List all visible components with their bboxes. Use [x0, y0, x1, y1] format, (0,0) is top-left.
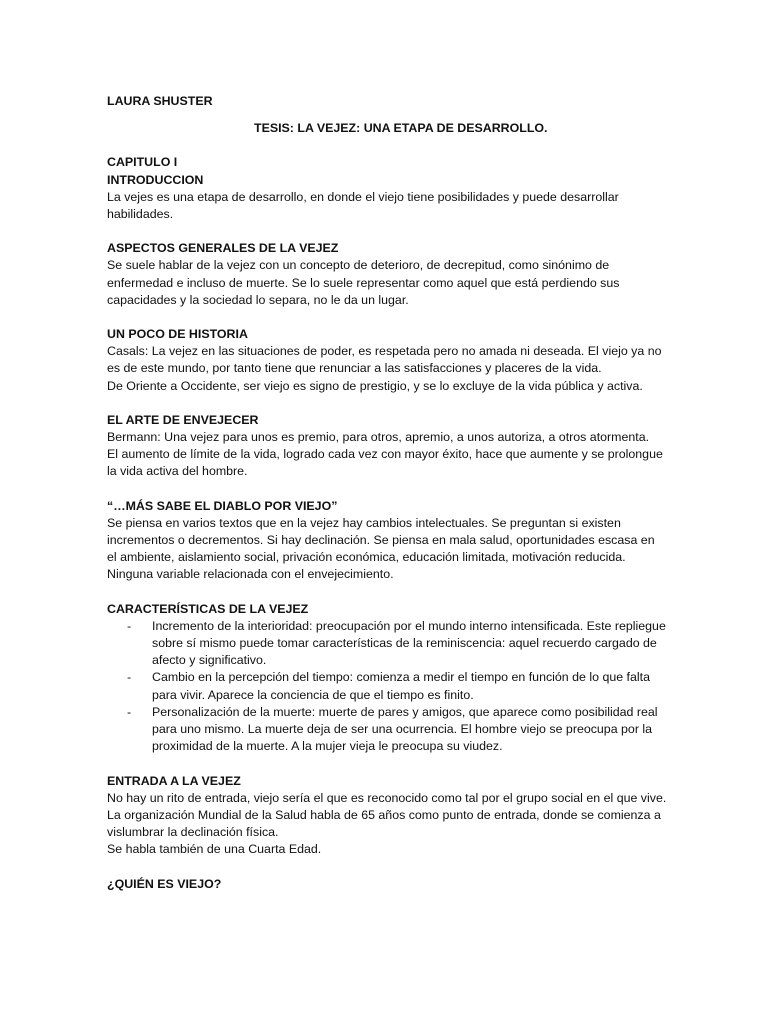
- section-aspectos: [107, 240, 667, 309]
- paragraph-entrada-3: Se habla también de una Cuarta Edad.: [107, 842, 322, 857]
- list-item: [107, 704, 667, 756]
- section-heading-diablo: “…MÁS SABE EL DIABLO POR VIEJO”: [107, 498, 338, 513]
- paragraph-historia-2: De Oriente a Occidente, ser viejo es signo de prestigio, y se lo excluye de la vida pública y activa.: [107, 378, 643, 393]
- section-heading-arte: EL ARTE DE ENVEJECER: [107, 412, 259, 427]
- section-introduccion: [107, 154, 667, 223]
- characteristics-list: [107, 618, 667, 756]
- document-page: [107, 93, 667, 893]
- document-title: TESIS: LA VEJEZ: UNA ETAPA DE DESARROLLO.: [254, 121, 548, 136]
- section-heading-caracteristicas: CARACTERÍSTICAS DE LA VEJEZ: [107, 601, 309, 616]
- paragraph-entrada-2: La organización Mundial de la Salud habla de 65 años como punto de entrada, donde se comienza a vislumbrar la declinación física.: [107, 807, 661, 840]
- paragraph-diablo: Se piensa en varios textos que en la vejez hay cambios intelectuales. Se preguntan si existen incrementos o decrementos. Si hay declinación. Se piensa en mala salud, oportunidades escasa en el ambiente, aislamiento social, privación económica, educación limitada, motivación reducida. Ninguna variable relacionada con el envejecimiento.: [107, 515, 655, 582]
- list-item-text: Incremento de la interioridad: preocupación por el mundo interno intensificada. Este repliegue sobre sí mismo puede tomar características de la reminiscencia: aquel recuerdo cargado de afecto y significativo.: [152, 618, 666, 668]
- section-diablo: [107, 498, 667, 584]
- section-heading-aspectos: ASPECTOS GENERALES DE LA VEJEZ: [107, 241, 339, 256]
- bullet-dash: -: [127, 618, 132, 633]
- section-heading-introduccion: INTRODUCCION: [107, 172, 204, 187]
- section-quien: [107, 876, 667, 893]
- list-item: [107, 669, 667, 703]
- section-entrada: [107, 773, 667, 859]
- paragraph-entrada-1: No hay un rito de entrada, viejo sería el que es reconocido como tal por el grupo social en el que vive.: [107, 790, 667, 805]
- paragraph-arte-2: El aumento de límite de la vida, logrado cada vez con mayor éxito, hace que aumente y se prolongue la vida activa del hombre.: [107, 447, 663, 479]
- paragraph-introduccion: La vejes es una etapa de desarrollo, en donde el viejo tiene posibilidades y puede desarrollar habilidades.: [107, 189, 619, 222]
- section-caracteristicas: [107, 601, 667, 756]
- section-historia: [107, 326, 667, 395]
- chapter-label: CAPITULO I: [107, 155, 178, 170]
- section-arte: [107, 412, 667, 481]
- bullet-dash: -: [127, 704, 132, 719]
- list-item-text: Cambio en la percepción del tiempo: comienza a medir el tiempo en función de lo que falta para vivir. Aparece la conciencia de que el tiempo es finito.: [152, 670, 650, 702]
- paragraph-historia-1: Casals: La vejez en las situaciones de poder, es respetada pero no amada ni deseada. El viejo ya no es de este mundo, por tanto tiene que renunciar a las satisfacciones y placeres de la vida.: [107, 344, 662, 376]
- author-name: LAURA SHUSTER: [107, 94, 213, 108]
- list-item-text: Personalización de la muerte: muerte de pares y amigos, que aparece como posibilidad real para uno mismo. La muerte deja de ser una ocurrencia. El hombre viejo se preocupa por la proximidad de la muerte. A la mujer vieja le preocupa su viudez.: [152, 704, 658, 754]
- list-item: [107, 618, 667, 670]
- paragraph-arte-1: Bermann: Una vejez para unos es premio, para otros, apremio, a unos autoriza, a otros atormenta.: [107, 430, 650, 445]
- section-heading-quien: ¿QUIÉN ES VIEJO?: [107, 876, 222, 891]
- paragraph-aspectos: Se suele hablar de la vejez con un concepto de deterioro, de decrepitud, como sinónimo de enfermedad e incluso de muerte. Se lo suele representar como aquel que está perdiendo sus capacidades y la sociedad lo separa, no le da un lugar.: [107, 258, 620, 307]
- section-heading-historia: UN POCO DE HISTORIA: [107, 327, 248, 342]
- section-heading-entrada: ENTRADA A LA VEJEZ: [107, 773, 241, 788]
- bullet-dash: -: [127, 670, 132, 685]
